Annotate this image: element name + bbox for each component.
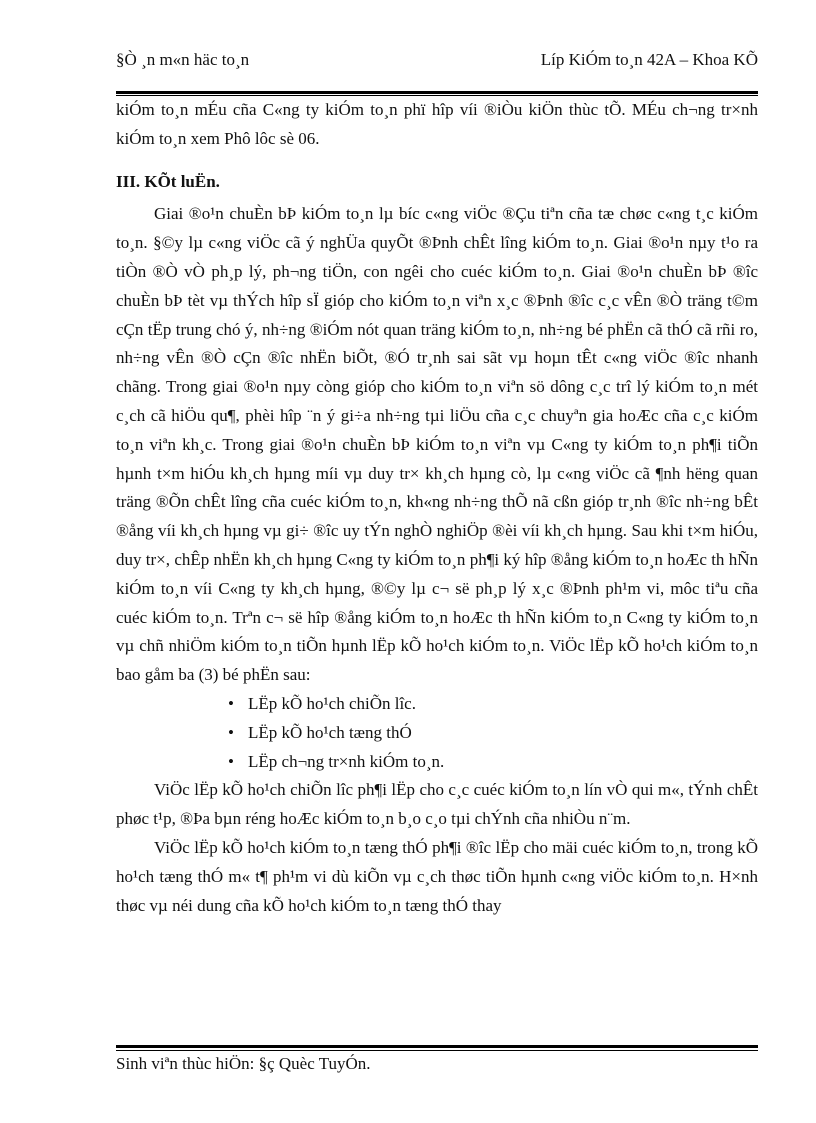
paragraph-overall-plan: ViÖc lËp kÕ ho¹ch kiÓm to¸n tæng thÓ ph¶i ®îc lËp cho mäi cuéc kiÓm to¸n, trong kÕ ho¹ch tæng thÓ m« t¶ ph¹m vi dù kiÕn vµ c¸ch thøc tiÕn hµnh c«ng viÖc kiÓm to¸n. H×nh thøc vµ néi dung cña kÕ ho¹ch kiÓm to¸n tæng thÓ thay (116, 837, 758, 915)
list-item-text: LËp kÕ ho¹ch tæng thÓ (248, 722, 412, 742)
list-item (116, 690, 758, 719)
list-item-text: LËp ch¬ng tr×nh kiÓm to¸n. (248, 751, 445, 771)
footer-rule-thin (116, 1050, 758, 1051)
list-item (116, 748, 758, 777)
planning-list (116, 690, 758, 776)
header-rule-thick (116, 91, 758, 94)
list-item-text: LËp kÕ ho¹ch chiÕn lîc. (248, 693, 416, 713)
document-body (116, 96, 758, 920)
bullet-icon: • (228, 751, 234, 771)
section-heading: III. KÕt luËn. (116, 171, 220, 191)
list-item (116, 719, 758, 748)
header-class-info: Líp KiÓm to¸n 42A – Khoa KÕ (540, 50, 758, 69)
bullet-icon: • (228, 693, 234, 713)
paragraph-continuation: kiÓm to¸n mÉu cña C«ng ty kiÓm to¸n phï hîp víi ®iÒu kiÖn thùc tÕ. MÉu ch¬ng tr×nh kiÓm to¸n xem Phô lôc sè 06. (116, 100, 758, 148)
bullet-icon: • (228, 722, 234, 742)
footer-rule-thick (116, 1045, 758, 1048)
paragraph-strategic-plan: ViÖc lËp kÕ ho¹ch chiÕn lîc ph¶i lËp cho c¸c cuéc kiÓm to¸n lín vÒ qui m«, tÝnh chÊt phøc t¹p, ®Þa bµn réng hoÆc kiÓm to¸n b¸o c¸o tµi chÝnh cña nhiÒu n¨m. (116, 780, 758, 829)
header-course-title: §Ò ¸n m«n häc to¸n (116, 50, 250, 69)
paragraph-conclusion: Giai ®o¹n chuÈn bÞ kiÓm to¸n lµ bíc c«ng viÖc ®Çu tiªn cña tæ chøc c«ng t¸c kiÓm to¸n. §©y lµ c«ng viÖc cã ý nghÜa quyÕt ®Þnh chÊt lîng kiÓm to¸n. Giai ®o¹n nµy t¹o ra tiÒn ®Ò vÒ ph¸p lý, ph¬ng tiÖn, con ngêi cho cuéc kiÓm to¸n. Giai ®o¹n chuÈn bÞ ®îc chuÈn bÞ tèt vµ thÝch hîp sÏ gióp cho kiÓm to¸n viªn x¸c ®Þnh ®îc c¸c vÊn ®Ò träng t©m cÇn tËp trung chó ý, nh÷ng ®iÓm nót quan träng kiÓm to¸n, nh÷ng bé phËn cã thÓ cã rñi ro, nh÷ng vÊn ®Ò cÇn ®îc nhËn biÕt, ®Ó tr¸nh sai sãt vµ hoµn tÊt c«ng viÖc ®îc nhanh chãng. Trong giai ®o¹n nµy còng gióp cho kiÓm to¸n viªn sö dông c¸c trî lý kiÓm to¸n mét c¸ch cã hiÖu qu¶, phèi hîp ¨n ý gi÷a nh÷ng tµi liÖu cña c¸c chuyªn gia hoÆc cña c¸c kiÓm to¸n viªn kh¸c. Trong giai ®o¹n chuÈn bÞ kiÓm to¸n viªn vµ C«ng ty kiÓm to¸n ph¶i tiÕn hµnh t×m hiÓu kh¸ch hµng míi vµ duy tr× kh¸ch hµng cò, lµ c«ng viÖc cã ¶nh hëng quan träng ®Õn chÊt lîng cña cuéc kiÓm to¸n, kh«ng nh÷ng thÕ nã cßn gióp tr¸nh ®îc nh÷ng bÊt ®ång víi kh¸ch hµng vµ gi÷ ®îc uy tÝn nghÒ nghiÖp ®èi víi kh¸ch hµng. Sau khi t×m hiÓu, duy tr×, chÊp nhËn kh¸ch hµng C«ng ty kiÓm to¸n ph¶i ký hîp ®ång kiÓm to¸n hoÆc th hÑn kiÓm to¸n víi C«ng ty kh¸ch hµng, ®©y lµ c¬ së ph¸p lý x¸c ®Þnh ph¹m vi, môc tiªu cña cuéc kiÓm to¸n. Trªn c¬ së hîp ®ång kiÓm to¸n hoÆc th hÑn kiÓm to¸n C«ng ty kiÓm to¸n vµ chñ nhiÖm kiÓm to¸n tiÕn hµnh lËp kÕ ho¹ch kiÓm to¸n. ViÖc lËp kÕ ho¹ch kiÓm to¸n bao gåm ba (3) bé phËn sau: (116, 204, 758, 685)
page-footer: Sinh viªn thùc hiÖn: §ç Quèc TuyÓn. (116, 1054, 371, 1073)
